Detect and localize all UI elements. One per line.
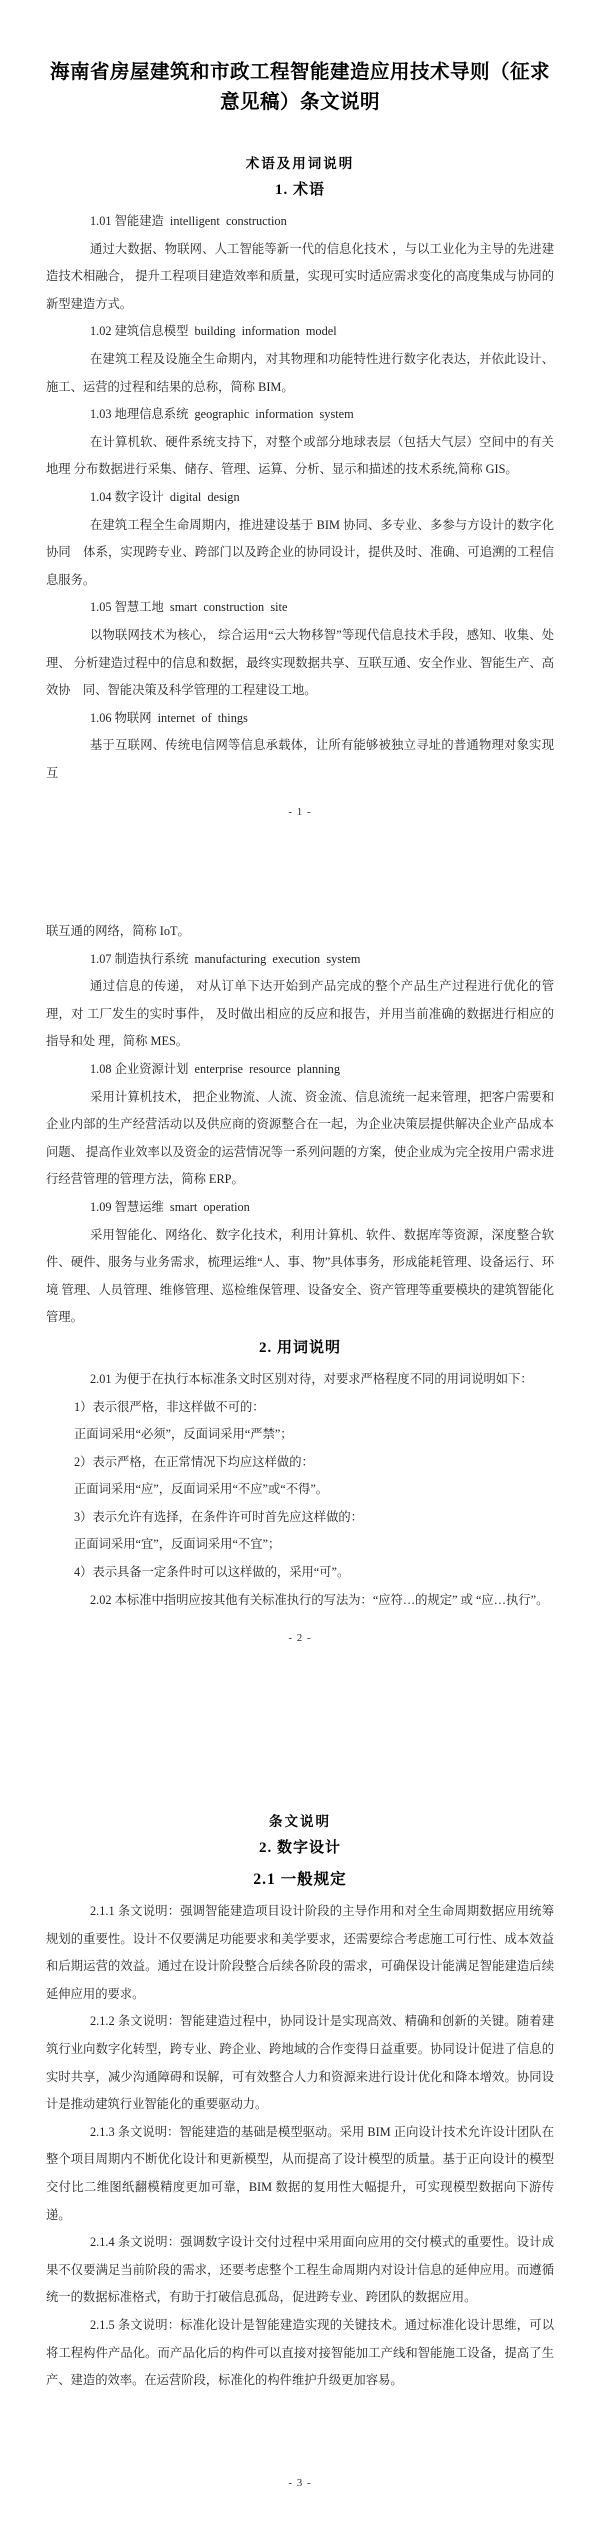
paragraph: 采用计算机技术， 把企业物流、人流、资金流、信息流统一起来管理，把客户需要和企业内部的生产经营活动以及供应商的资源整合在一起，为企业决策层提供解决企业产品成本问题、 提高作业效率以及资金的运营情况等一系列问题的方案，使企业成为完全按用户需求进行经营管理的管理方法，简称 ERP。	[46, 1089, 554, 1187]
paragraph: 基于互联网、传统电信网等信息承载体，让所有能够被独立寻址的普通物理对象实现互	[46, 738, 554, 780]
page-3-body	[46, 1812, 554, 2395]
page-1-body	[46, 58, 554, 787]
chapter-heading: 2. 用词说明	[258, 1339, 341, 1356]
clause-line: 4）表示具备一定条件时可以这样做的，采用“可”。	[74, 1565, 350, 1580]
page-number: - 2 -	[288, 1632, 312, 1644]
chapter-heading: 2. 数字设计	[258, 1840, 341, 1856]
document-title: 海南省房屋建筑和市政工程智能建造应用技术导则（征求意见稿）条文说明	[49, 62, 550, 113]
paragraph: 在计算机软、硬件系统支持下，对整个或部分地球表层（包括大气层）空间中的有关地理 分布数据进行采集、储存、管理、运算、分析、显示和描述的技术系统,简称 GIS。	[46, 434, 554, 477]
term-entry: 1.08 企业资源计划 enterprise resource planning	[90, 1061, 340, 1076]
term-entry: 1.09 智慧运维 smart operation	[90, 1199, 250, 1214]
clause-line: 正面词采用“宜”，反面词采用“不宜”；	[74, 1537, 281, 1552]
clause-line: 1）表示很严格，非这样做不可的：	[74, 1399, 265, 1414]
page-3	[0, 1696, 600, 2545]
paragraph: 以物联网技术为核心， 综合运用“云大物移智”等现代信息技术手段，感知、收集、处理、 分析建造过程中的信息和数据，最终实现数据共享、互联互通、安全作业、智能生产、高效协 同、智能决策及科学管理的工程建设工地。	[46, 627, 554, 698]
chapter-heading: 1. 术语	[274, 182, 325, 198]
paragraph: 采用智能化、网络化、数字化技术，利用计算机、软件、数据库等资源，深度整合软件、硬件、服务与业务需求，梳理运维“人、事、物”具体事务，形成能耗管理、设备运行、环境 管理、人员管理、维修管理、巡检维保管理、设备安全、资产管理等重要模块的建筑智能化管理。	[46, 1227, 554, 1325]
paragraph: 2.02 本标准中指明应按其他有关标准执行的写法为：“应符…的规定” 或 “应…执行”。	[90, 1592, 549, 1607]
page-1	[0, 0, 600, 848]
section-heading: 术语及用词说明	[245, 156, 355, 171]
paragraph: 2.1.2 条文说明：智能建造过程中，协同设计是实现高效、精确和创新的关键。随着建筑行业向数字化转型，跨专业、跨企业、跨地域的合作变得日益重要。协同设计促进了信息的实时共享，减少沟通障碍和误解，可有效整合人力和资源来进行设计优化和降本增效。协同设计是推动建筑行业智能化的重要驱动力。	[46, 2014, 554, 2112]
term-entry: 1.02 建筑信息模型 building information model	[90, 324, 337, 339]
page-number: - 3 -	[288, 2477, 312, 2489]
clause-line: 正面词采用“应”，反面词采用“不应”或“不得”。	[74, 1482, 329, 1497]
section-heading: 条文说明	[269, 1814, 331, 1829]
page-2	[0, 848, 600, 1696]
paragraph: 2.1.4 条文说明：强调数字设计交付过程中采用面向应用的交付模式的重要性。设计成果不仅要满足当前阶段的需求，还要考虑整个工程生命周期内对设计信息的延伸应用。而遵循统一的数据标准格式，有助于打破信息孤岛，促进跨专业、跨团队的数据应用。	[46, 2235, 554, 2305]
paragraph-continuation: 联互通的网络，简称 IoT。	[46, 924, 190, 938]
paragraph: 在建筑工程全生命周期内，推进建设基于 BIM 协同、多专业、多参与方设计的数字化协同 体系，实现跨专业、跨部门以及跨企业的协同设计，提供及时、准确、可追溯的工程信息服务。	[46, 517, 554, 587]
term-entry: 1.04 数字设计 digital design	[90, 489, 240, 504]
term-entry: 1.01 智能建造 intelligent construction	[90, 214, 287, 228]
clause-line: 2）表示严格，在正常情况下均应这样做的：	[74, 1454, 314, 1469]
page-2-body	[46, 918, 554, 1614]
page-number: - 1 -	[288, 806, 312, 818]
clause-line: 正面词采用“必须”，反面词采用“严禁”；	[74, 1427, 293, 1442]
paragraph: 2.01 为便于在执行本标准条文时区别对待，对要求严格程度不同的用词说明如下：	[90, 1371, 533, 1386]
term-entry: 1.03 地理信息系统 geographic information system	[90, 407, 354, 422]
paragraph: 2.1.3 条文说明：智能建造的基础是模型驱动。采用 BIM 正向设计技术允许设计团队在整个项目周期内不断优化设计和更新模型，从而提高了设计模型的质量。基于正向设计的模型交付比二维图纸翻模精度更加可靠，BIM 数据的复用性大幅提升，可实现模型数据向下游传递。	[46, 2124, 554, 2222]
paragraph: 2.1.1 条文说明：强调智能建造项目设计阶段的主导作用和对全生命周期数据应用统筹规划的重要性。设计不仅要满足功能要求和美学要求，还需要综合考虑施工可行性、成本效益和后期运营的效益。通过在设计阶段整合后续各阶段的需求，可确保设计能满足智能建造后续延伸应用的要求。	[46, 1904, 554, 2001]
clause-line: 3）表示允许有选择，在条件许可时首先应这样做的：	[74, 1509, 363, 1524]
paragraph: 2.1.5 条文说明：标准化设计是智能建造实现的关键技术。通过标准化设计思维，可以将工程构件产品化。而产品化后的构件可以直接对接智能加工产线和智能施工设备，提高了生产、建造的效率。在运营阶段，标准化的构件维护升级更加容易。	[46, 2317, 554, 2388]
term-entry: 1.06 物联网 internet of things	[90, 710, 248, 725]
term-entry: 1.05 智慧工地 smart construction site	[90, 600, 288, 615]
subchapter-heading: 2.1 一般规定	[253, 1871, 347, 1888]
paragraph: 在建筑工程及设施全生命期内，对其物理和功能特性进行数字化表达，并依此设计、施工、运营的过程和结果的总称，简称 BIM。	[46, 351, 554, 394]
term-entry: 1.07 制造执行系统 manufacturing execution system	[90, 951, 361, 966]
paragraph: 通过信息的传递， 对从订单下达开始到产品完成的整个产品生产过程进行优化的管理，对 工厂发生的实时事件， 及时做出相应的反应和报告，并用当前准确的数据进行相应的指导和处 理，简称 MES。	[46, 979, 554, 1049]
paragraph: 通过大数据、物联网、人工智能等新一代的信息化技术 ，与以工业化为主导的先进建造技术相融合， 提升工程项目建造效率和质量，实现可实时适应需求变化的高度集成与协同的新型建造方式。	[46, 241, 554, 311]
